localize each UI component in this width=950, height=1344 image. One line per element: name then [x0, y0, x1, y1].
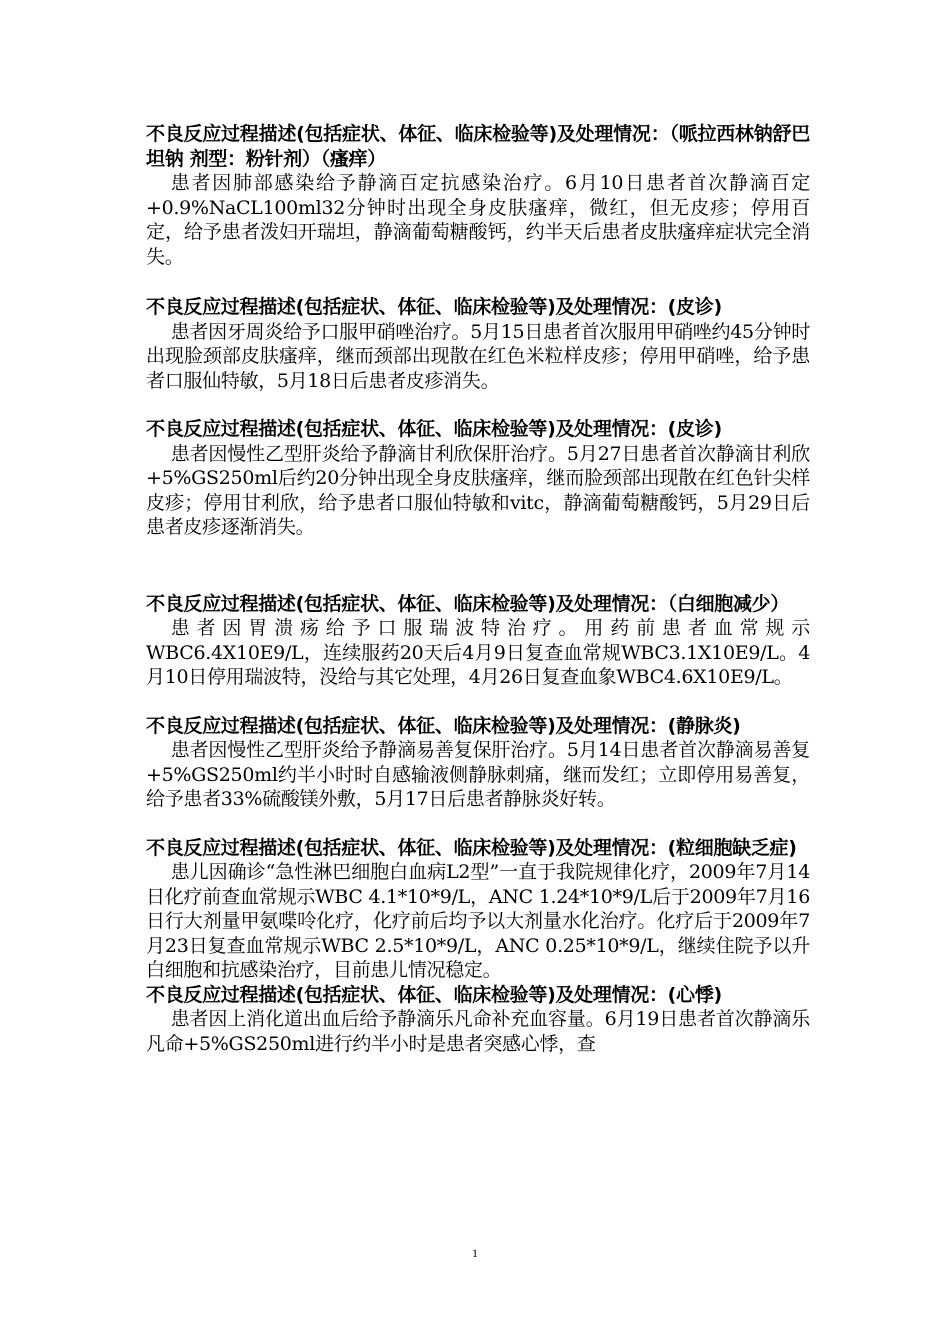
- adr-report-section: [146, 122, 810, 269]
- adr-report-section: [146, 295, 810, 393]
- paragraph-gap: [146, 393, 810, 417]
- section-body: 患者因牙周炎给予口服甲硝唑治疗。5月15日患者首次服用甲硝唑约45分钟时出现脸颈部皮肤瘙痒，继而颈部出现散在红色米粒样皮疹；停用甲硝唑，给予患者口服仙特敏，5月18日后患者皮疹消失。: [146, 320, 810, 392]
- paragraph-gap: [146, 269, 810, 295]
- adr-report-section: [146, 417, 810, 540]
- adr-report-section: [146, 714, 810, 812]
- adr-report-section: [146, 983, 810, 1057]
- section-heading: 不良反应过程描述(包括症状、体征、临床检验等)及处理情况：(皮诊): [146, 296, 722, 318]
- section-heading: 不良反应过程描述(包括症状、体征、临床检验等)及处理情况：(粒细胞缺乏症): [146, 836, 797, 859]
- adr-report-section: [146, 836, 810, 983]
- adr-report-section: [146, 592, 810, 690]
- paragraph-gap: [146, 690, 810, 714]
- section-heading: 不良反应过程描述(包括症状、体征、临床检验等)及处理情况：（白细胞减少）: [146, 592, 790, 615]
- page-number: 1: [472, 1246, 478, 1260]
- paragraph-gap: [146, 540, 810, 592]
- section-body: 患者因慢性乙型肝炎给予静滴甘利欣保肝治疗。5月27日患者首次静滴甘利欣+5%GS250ml后约20分钟出现全身皮肤瘙痒，继而脸颈部出现散在红色针尖样皮疹；停用甘利欣，给予患者口服仙特敏和vitc，静滴葡萄糖酸钙，5月29日后患者皮疹逐渐消失。: [146, 442, 810, 538]
- section-heading: 不良反应过程描述(包括症状、体征、临床检验等)及处理情况：(静脉炎): [146, 714, 741, 737]
- section-heading: 不良反应过程描述(包括症状、体征、临床检验等)及处理情况：(皮诊): [146, 418, 722, 440]
- section-heading: 不良反应过程描述(包括症状、体征、临床检验等)及处理情况：(心悸): [146, 983, 722, 1006]
- paragraph-gap: [146, 812, 810, 836]
- section-body: 患者因肺部感染给予静滴百定抗感染治疗。6月10日患者首次静滴百定+0.9%NaCL100ml32分钟时出现全身皮肤瘙痒，微红，但无皮疹；停用百定，给予患者泼妇开瑞坦，静滴葡萄糖酸钙，约半天后患者皮肤瘙痒症状完全消失。: [146, 172, 810, 268]
- section-heading: 不良反应过程描述(包括症状、体征、临床检验等)及处理情况：（哌拉西林钠舒巴坦钠 剂型：粉针剂）（瘙痒）: [146, 123, 810, 170]
- section-body: 患者因慢性乙型肝炎给予静滴易善复保肝治疗。5月14日患者首次静滴易善复+5%GS250ml约半小时时自感输液侧静脉刺痛，继而发红；立即停用易善复，给予患者33%硫酸镁外敷，5月17日后患者静脉炎好转。: [146, 739, 810, 810]
- section-body: 患者因胃溃疡给予口服瑞波特治疗。用药前患者血常规示WBC6.4X10E9/L，连续服药20天后4月9日复查血常规WBC3.1X10E9/L。4月10日停用瑞波特，没给与其它处理，4月26日复查血象WBC4.6X10E9/L。: [146, 617, 810, 688]
- section-body: 患儿因确诊“急性淋巴细胞白血病L2型”一直于我院规律化疗，2009年7月14日化疗前查血常规示WBC 4.1*10*9/L，ANC 1.24*10*9/L后于2009年7月16日行大剂量甲氨喋呤化疗，化疗前后均予以大剂量水化治疗。化疗后于2009年7月23日复查血常规示WBC 2.5*10*9/L，ANC 0.25*10*9/L，继续住院予以升白细胞和抗感染治疗，目前患儿情况稳定。: [146, 861, 810, 981]
- section-body: 患者因上消化道出血后给予静滴乐凡命补充血容量。6月19日患者首次静滴乐凡命+5%GS250ml进行约半小时是患者突感心悸，查: [146, 1008, 810, 1055]
- document-content: [146, 122, 810, 1056]
